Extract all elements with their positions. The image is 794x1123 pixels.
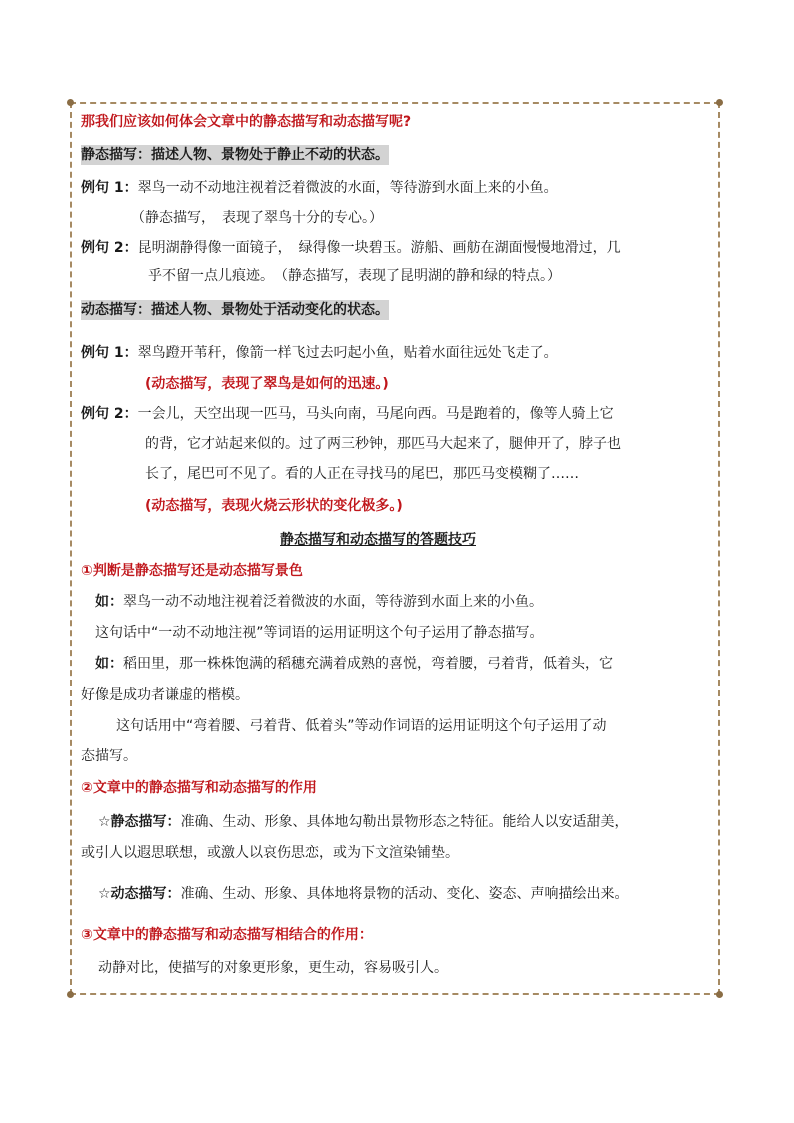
frame-corner-dot	[716, 991, 723, 998]
static-text: 准确、生动、形象、具体地勾勒出景物形态之特征。能给人以安适甜美，	[180, 814, 629, 830]
static-example-2	[81, 238, 711, 258]
example-label: 例句 1：	[81, 180, 138, 196]
dynamic-example-2	[81, 404, 614, 424]
section1-heading: ①判断是静态描写还是动态描写景色	[81, 563, 303, 579]
frame-corner-dot	[67, 99, 74, 106]
example-label: 例句 1：	[81, 345, 138, 361]
static-label: ☆静态描写：	[98, 814, 181, 830]
section1-example-2-explain: 这句话用中“弯着腰、弓着背、低着头”等动作词语的运用证明这个句子运用了动	[116, 718, 607, 734]
section2-static	[98, 812, 629, 832]
section1-example-1	[95, 592, 543, 612]
dynamic-example-2-line2: 的背，它才站起来似的。过了两三秒钟，那匹马大起来了，腿伸开了，脖子也	[145, 436, 621, 452]
dynamic-example-1	[81, 343, 558, 363]
dynamic-example-1-note: (动态描写，表现了翠鸟是如何的迅速。)	[145, 376, 389, 392]
section1-example-2	[95, 654, 613, 674]
question-heading: 那我们应该如何体会文章中的静态描写和动态描写呢?	[81, 114, 412, 130]
dynamic-text: 准确、生动、形象、具体地将景物的活动、变化、姿态、声响描绘出来。	[180, 886, 629, 902]
example-text: 翠鸟蹬开苇秆，像箭一样飞过去叼起小鱼，贴着水面往远处飞走了。	[137, 345, 558, 361]
section1-example-1-explain: 这句话中“一动不动地注视”等词语的运用证明这个句子运用了静态描写。	[95, 625, 544, 641]
example-text: 稻田里，那一株株饱满的稻穗充满着成熟的喜悦，弯着腰，弓着背，低着头，它	[123, 656, 613, 672]
example-label: 例句 2：	[81, 406, 138, 422]
frame-corner-dot	[67, 991, 74, 998]
example-text: 一会儿，天空出现一匹马，马头向南，马尾向西。马是跑着的，像等人骑上它	[137, 406, 614, 422]
skills-title: 静态描写和动态描写的答题技巧	[280, 532, 476, 548]
static-definition: 静态描写：描述人物、景物处于静止不动的状态。	[81, 147, 389, 163]
section2-dynamic	[98, 884, 629, 904]
example-text: 昆明湖静得像一面镜子， 绿得像一块碧玉。游船、画舫在湖面慢慢地滑过，几	[137, 240, 621, 256]
dynamic-example-2-line3: 长了，尾巴可不见了。看的人正在寻找马的尾巴，那匹马变模糊了……	[145, 466, 579, 482]
section1-example-2-line2: 好像是成功者谦虚的楷模。	[81, 687, 249, 703]
example-label: 例句 2：	[81, 240, 138, 256]
static-example-1	[81, 178, 558, 198]
section2-static-line2: 或引人以遐思联想，或激人以哀伤思恋，或为下文渲染铺垫。	[81, 845, 459, 861]
section1-example-2-explain-cont: 态描写。	[81, 748, 137, 764]
frame-corner-dot	[716, 99, 723, 106]
section2-heading: ②文章中的静态描写和动态描写的作用	[81, 780, 317, 796]
example-text: 翠鸟一动不动地注视着泛着微波的水面，等待游到水面上来的小鱼。	[123, 594, 543, 610]
dynamic-example-2-note: (动态描写，表现火烧云形状的变化极多。)	[145, 498, 403, 514]
static-example-2-line2: 乎不留一点儿痕迹。 （静态描写，表现了昆明湖的静和绿的特点。）	[148, 268, 561, 284]
section3-text: 动静对比，使描写的对象更形象，更生动，容易吸引人。	[98, 960, 448, 976]
dynamic-label: ☆动态描写：	[98, 886, 181, 902]
section3-heading: ③文章中的静态描写和动态描写相结合的作用：	[81, 927, 373, 943]
dynamic-definition: 动态描写：描述人物、景物处于活动变化的状态。	[81, 302, 389, 318]
example-label: 如：	[95, 656, 123, 672]
static-example-1-note: （静态描写， 表现了翠鸟十分的专心。）	[131, 210, 383, 226]
example-label: 如：	[95, 594, 123, 610]
example-text: 翠鸟一动不动地注视着泛着微波的水面，等待游到水面上来的小鱼。	[137, 180, 558, 196]
